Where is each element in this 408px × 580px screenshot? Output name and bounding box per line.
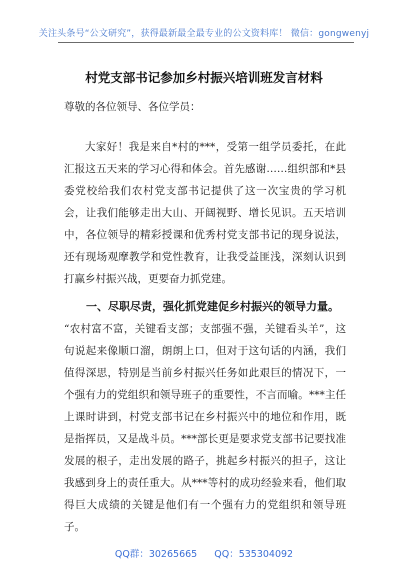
document-body [64, 96, 346, 538]
footer-qq-group: QQ群：30265665 [114, 549, 198, 560]
footer-contact [0, 546, 408, 560]
footer-qq: QQ：535304092 [214, 549, 294, 560]
paragraph-intro: 大家好！我是来自*村的***，受第一组学员委托，在此汇报这五天来的学习心得和体会。首先感谢……组织部和*县委党校给我们农村党支部书记提供了这一次宝贵的学习机会，让我们能够走出大山、开阔视野、增长见识。五天培训中，各位领导的精彩授课和优秀村党支部书记的现身说法，还有现场观摩教学和党性教育，让我受益匪浅，深刻认识到打赢乡村振兴战，更要奋力抓党建。 [64, 141, 346, 285]
document-title: 村党支部书记参加乡村振兴培训班发言材料 [85, 70, 323, 85]
paragraph-section-1: “农村富不富，关键看支部；支部强不强，关键看头羊”，这句说起来像顺口溜，朗朗上口，但对于这句话的内涵，我们值得深思，特别是当前乡村振兴任务如此艰巨的情况下，一个强有力的党组织和领导班子的重要性，不言而喻。***主任上课时讲到，村党支部书记在乡村振兴中的地位和作用，既是指挥员，又是战斗员。***部长更是要求党支部书记要找准发展的根子，走出发展的路子，挑起乡村振兴的担子，这让我感到身上的责任重大。从***等村的成功经验来看，他们取得巨大成绩的关键是他们有一个强有力的党组织和领导班子。 [64, 323, 346, 533]
section-heading: 一、尽职尽责，强化抓党建促乡村振兴的领导力量。 [86, 300, 339, 313]
salutation: 尊敬的各位领导、各位学员： [64, 101, 201, 113]
header-divider [58, 42, 354, 43]
header-promo-text: 关注头条号“公文研究”，获得最新最全最专业的公文资料库！ 微信：gongwenyj [38, 29, 370, 39]
